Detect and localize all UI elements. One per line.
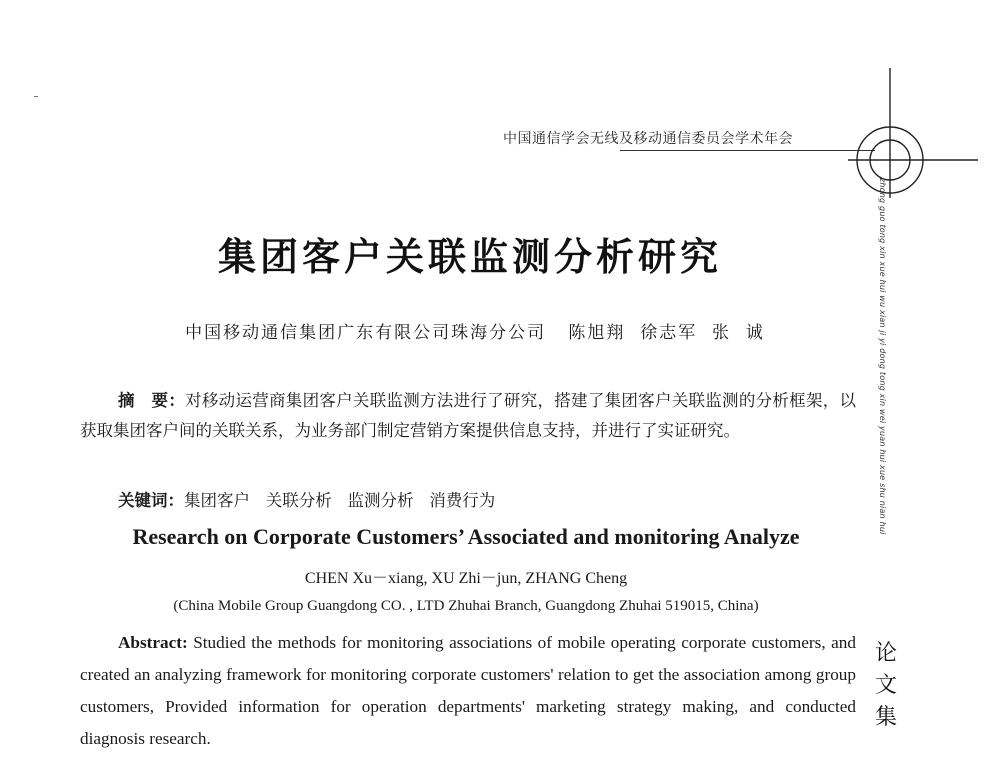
side-label-char: 集 [874,705,897,730]
crosshair-emblem-icon [848,68,978,198]
keywords-zh [118,487,495,511]
paper-title-zh: 集团客户关联监测分析研究 [217,235,722,279]
keywords-zh-text: 集团客户 关联分析 监测分析 消费行为 [184,491,496,510]
vertical-pinyin-strip: zhong guo tong xin xue hui wu xian ji yi dong tong xin wei yuan hui xue shu nian hui [878,178,887,535]
side-label-lunwenji [872,638,900,734]
abstract-zh [80,386,856,446]
abstract-en-label: Abstract: [118,633,188,652]
abstract-en [80,627,856,755]
conference-header: 中国通信学会无线及移动通信委员会学术年会 [503,131,793,147]
affiliation-en: (China Mobile Group Guangdong CO. , LTD Zhuhai Branch, Guangdong Zhuhai 519015, China) [173,598,759,614]
paper-title-en: Research on Corporate Customers’ Associated and monitoring Analyze [132,524,800,549]
abstract-zh-label: 摘 要： [118,391,186,410]
authors-en: CHEN Xu－xiang, XU Zhi－jun, ZHANG Cheng [304,570,628,587]
abstract-zh-text: 对移动运营商集团客户关联监测方法进行了研究，搭建了集团客户关联监测的分析框架，以获取集团客户间的关联关系，为业务部门制定营销方案提供信息支持，并进行了实证研究。 [80,391,857,440]
side-label-char: 论 [874,641,897,666]
header-rule [620,150,875,151]
authors-zh: 中国移动通信集团广东有限公司珠海分公司 陈旭翔 徐志军 张 诚 [185,323,765,343]
keywords-zh-label: 关键词： [118,491,184,510]
abstract-en-text: Studied the methods for monitoring associations of mobile operating corporate customers, and created an analyzing framework for monitoring corporate customers' relation to get the association among group customers, Provided information for operation departments' marketing strategy making, and conducted diagnosis research. [80,633,856,748]
side-label-char: 文 [874,673,897,698]
scan-speck [34,96,38,97]
